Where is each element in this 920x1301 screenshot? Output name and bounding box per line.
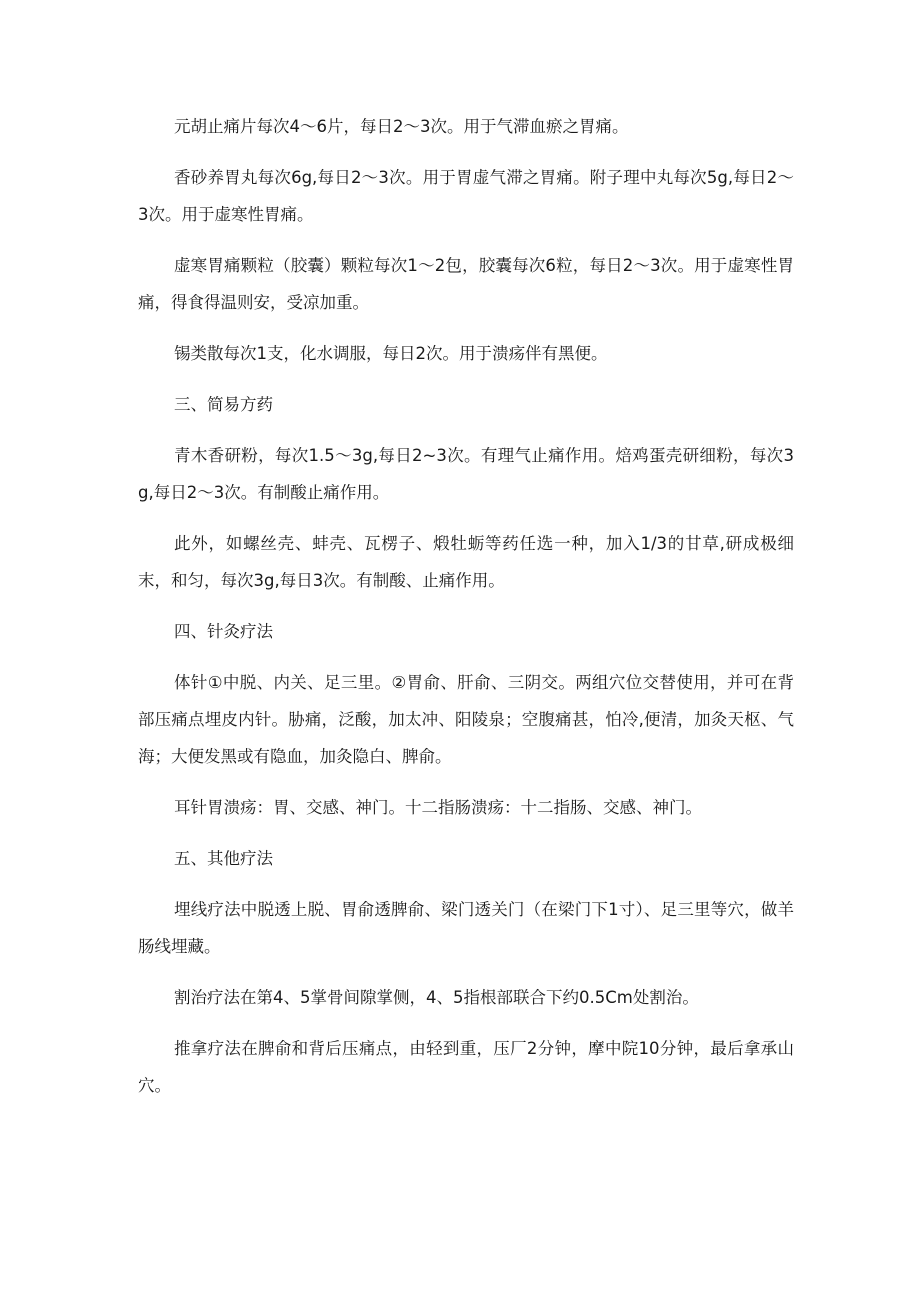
paragraph-body-acupuncture: 体针①中脱、内关、足三里。②胃俞、肝俞、三阴交。两组穴位交替使用，并可在背部压痛点埋皮内针。胁痛，泛酸，加太冲、阳陵泉；空腹痛甚，怕冷,便清，加灸天枢、气海；大便发黑或有隐血，加灸隐白、脾俞。 — [138, 673, 794, 766]
paragraph-yuanhu-zhitong: 元胡止痛片每次4〜6片，每日2〜3次。用于气滞血瘀之胃痛。 — [174, 117, 629, 136]
section-heading-other-therapies: 五、其他疗法 — [174, 849, 273, 868]
paragraph-xilei-san: 锡类散每次1支，化水调服，每日2次。用于溃疡伴有黑便。 — [174, 344, 608, 363]
paragraph-ear-acupuncture: 耳针胃溃疡：胃、交感、神门。十二指肠溃疡：十二指肠、交感、神门。 — [174, 798, 702, 817]
paragraph-shell-powders: 此外，如螺丝壳、蚌壳、瓦楞子、煅牡蛎等药任选一种，加入1/3的甘草,研成极细末，和匀，每次3g,每日3次。有制酸、止痛作用。 — [138, 534, 794, 590]
section-heading-simple-remedies: 三、简易方药 — [174, 395, 273, 414]
paragraph-tuina-massage: 推拿疗法在脾俞和背后压痛点，由轻到重，压厂2分钟，摩中院10分钟，最后拿承山穴。 — [138, 1039, 794, 1095]
document-body — [138, 108, 794, 1118]
paragraph-xuhan-weitong: 虚寒胃痛颗粒（胶囊）颗粒每次1〜2包，胶囊每次6粒，每日2〜3次。用于虚寒性胃痛，得食得温则安，受凉加重。 — [138, 256, 794, 312]
section-heading-acupuncture: 四、针灸疗法 — [174, 622, 273, 641]
paragraph-catgut-embedding: 埋线疗法中脱透上脱、胃俞透脾俞、梁门透关门（在梁门下1寸）、足三里等穴，做羊肠线埋藏。 — [138, 900, 794, 956]
paragraph-xiangsha-yangwei: 香砂养胃丸每次6g,每日2〜3次。用于胃虚气滞之胃痛。附子理中丸每次5g,每日2〜3次。用于虚寒性胃痛。 — [138, 168, 794, 224]
paragraph-qingmuxiang: 青木香研粉，每次1.5〜3g,每日2~3次。有理气止痛作用。焙鸡蛋壳研细粉，每次3g,每日2〜3次。有制酸止痛作用。 — [138, 446, 794, 502]
paragraph-cutting-therapy: 割治疗法在第4、5掌骨间隙掌侧，4、5指根部联合下约0.5Cm处割治。 — [174, 988, 699, 1007]
